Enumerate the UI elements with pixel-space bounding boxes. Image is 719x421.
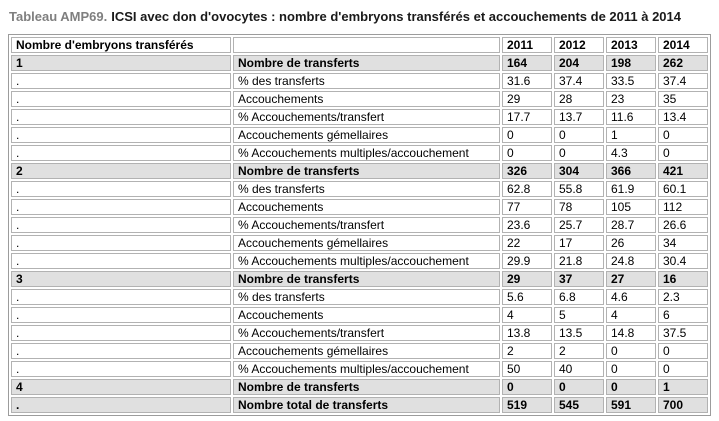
cell-value: 29 bbox=[502, 91, 552, 107]
cell-value: 37.5 bbox=[658, 325, 708, 341]
cell-value: 26.6 bbox=[658, 217, 708, 233]
table-row bbox=[11, 253, 708, 269]
cell-value: 0 bbox=[554, 127, 604, 143]
table-title-main: ICSI avec don d'ovocytes : nombre d'embryons transférés et accouchements de 2011 à 2014 bbox=[111, 9, 681, 24]
cell-value: 37 bbox=[554, 271, 604, 287]
table-title-prefix: Tableau AMP69. bbox=[9, 9, 108, 24]
cell-value: 164 bbox=[502, 55, 552, 71]
cell-value: 26 bbox=[606, 235, 656, 251]
cell-value: 4.3 bbox=[606, 145, 656, 161]
cell-value: 77 bbox=[502, 199, 552, 215]
cell-value: 14.8 bbox=[606, 325, 656, 341]
cell-value: 25.7 bbox=[554, 217, 604, 233]
cell-value: 40 bbox=[554, 361, 604, 377]
cell-group: . bbox=[11, 73, 231, 89]
cell-value: 6.8 bbox=[554, 289, 604, 305]
cell-value: 13.5 bbox=[554, 325, 604, 341]
table-row bbox=[11, 73, 708, 89]
header-year-2014: 2014 bbox=[658, 37, 708, 53]
cell-value: 0 bbox=[658, 361, 708, 377]
cell-value: 60.1 bbox=[658, 181, 708, 197]
cell-value: 28.7 bbox=[606, 217, 656, 233]
cell-group: 1 bbox=[11, 55, 231, 71]
cell-group: . bbox=[11, 181, 231, 197]
table-row bbox=[11, 289, 708, 305]
cell-value: 33.5 bbox=[606, 73, 656, 89]
cell-value: 105 bbox=[606, 199, 656, 215]
header-year-2013: 2013 bbox=[606, 37, 656, 53]
cell-value: 0 bbox=[554, 145, 604, 161]
cell-value: 50 bbox=[502, 361, 552, 377]
table-row bbox=[11, 379, 708, 395]
cell-value: 17 bbox=[554, 235, 604, 251]
cell-value: 5.6 bbox=[502, 289, 552, 305]
cell-value: 204 bbox=[554, 55, 604, 71]
cell-group: . bbox=[11, 217, 231, 233]
cell-value: 78 bbox=[554, 199, 604, 215]
table-row bbox=[11, 55, 708, 71]
cell-value: 17.7 bbox=[502, 109, 552, 125]
cell-value: 6 bbox=[658, 307, 708, 323]
table-row bbox=[11, 91, 708, 107]
cell-value: 1 bbox=[658, 379, 708, 395]
cell-group: 4 bbox=[11, 379, 231, 395]
cell-value: 27 bbox=[606, 271, 656, 287]
cell-value: 13.4 bbox=[658, 109, 708, 125]
table-row bbox=[11, 271, 708, 287]
cell-group: . bbox=[11, 397, 231, 413]
cell-value: 4 bbox=[502, 307, 552, 323]
cell-value: 61.9 bbox=[606, 181, 656, 197]
table-row bbox=[11, 127, 708, 143]
cell-value: 34 bbox=[658, 235, 708, 251]
cell-value: 0 bbox=[606, 361, 656, 377]
cell-group: . bbox=[11, 343, 231, 359]
cell-label: % Accouchements multiples/accouchement bbox=[233, 253, 500, 269]
cell-value: 1 bbox=[606, 127, 656, 143]
cell-value: 304 bbox=[554, 163, 604, 179]
cell-label: % Accouchements/transfert bbox=[233, 325, 500, 341]
cell-value: 31.6 bbox=[502, 73, 552, 89]
cell-group: . bbox=[11, 127, 231, 143]
cell-value: 262 bbox=[658, 55, 708, 71]
cell-value: 2.3 bbox=[658, 289, 708, 305]
cell-value: 198 bbox=[606, 55, 656, 71]
cell-label: % des transferts bbox=[233, 289, 500, 305]
table-row bbox=[11, 397, 708, 413]
cell-label: Accouchements bbox=[233, 91, 500, 107]
cell-value: 35 bbox=[658, 91, 708, 107]
cell-value: 5 bbox=[554, 307, 604, 323]
cell-label: Accouchements gémellaires bbox=[233, 127, 500, 143]
table-row bbox=[11, 307, 708, 323]
table-title bbox=[9, 9, 711, 24]
cell-label: Accouchements gémellaires bbox=[233, 343, 500, 359]
cell-value: 0 bbox=[554, 379, 604, 395]
cell-value: 421 bbox=[658, 163, 708, 179]
cell-group: . bbox=[11, 91, 231, 107]
cell-value: 366 bbox=[606, 163, 656, 179]
cell-label: Nombre de transferts bbox=[233, 163, 500, 179]
table-row bbox=[11, 343, 708, 359]
table-row bbox=[11, 217, 708, 233]
cell-value: 519 bbox=[502, 397, 552, 413]
cell-group: . bbox=[11, 109, 231, 125]
cell-value: 4 bbox=[606, 307, 656, 323]
cell-label: % Accouchements/transfert bbox=[233, 217, 500, 233]
cell-value: 0 bbox=[606, 343, 656, 359]
cell-group: . bbox=[11, 361, 231, 377]
cell-value: 37.4 bbox=[554, 73, 604, 89]
cell-value: 13.8 bbox=[502, 325, 552, 341]
cell-group: . bbox=[11, 199, 231, 215]
cell-value: 16 bbox=[658, 271, 708, 287]
table-row bbox=[11, 163, 708, 179]
cell-label: Nombre de transferts bbox=[233, 55, 500, 71]
cell-group: . bbox=[11, 235, 231, 251]
cell-label: % Accouchements/transfert bbox=[233, 109, 500, 125]
cell-value: 0 bbox=[658, 145, 708, 161]
cell-value: 700 bbox=[658, 397, 708, 413]
cell-value: 0 bbox=[502, 379, 552, 395]
cell-value: 55.8 bbox=[554, 181, 604, 197]
cell-label: Accouchements gémellaires bbox=[233, 235, 500, 251]
cell-label: Accouchements bbox=[233, 307, 500, 323]
cell-value: 0 bbox=[606, 379, 656, 395]
cell-value: 4.6 bbox=[606, 289, 656, 305]
cell-group: 3 bbox=[11, 271, 231, 287]
cell-value: 62.8 bbox=[502, 181, 552, 197]
header-empty-cell bbox=[233, 37, 500, 53]
cell-label: % des transferts bbox=[233, 73, 500, 89]
header-year-2011: 2011 bbox=[502, 37, 552, 53]
cell-value: 0 bbox=[658, 127, 708, 143]
table-row bbox=[11, 181, 708, 197]
header-embryos-count: Nombre d'embryons transférés bbox=[11, 37, 231, 53]
cell-label: % Accouchements multiples/accouchement bbox=[233, 361, 500, 377]
cell-value: 30.4 bbox=[658, 253, 708, 269]
cell-value: 13.7 bbox=[554, 109, 604, 125]
cell-value: 28 bbox=[554, 91, 604, 107]
table-row bbox=[11, 325, 708, 341]
cell-group: . bbox=[11, 307, 231, 323]
cell-group: . bbox=[11, 253, 231, 269]
cell-value: 23 bbox=[606, 91, 656, 107]
header-row bbox=[11, 37, 708, 53]
cell-label: Nombre de transferts bbox=[233, 271, 500, 287]
table-row bbox=[11, 235, 708, 251]
data-table bbox=[8, 34, 711, 416]
cell-value: 24.8 bbox=[606, 253, 656, 269]
cell-value: 112 bbox=[658, 199, 708, 215]
cell-value: 0 bbox=[658, 343, 708, 359]
table-row bbox=[11, 199, 708, 215]
cell-value: 591 bbox=[606, 397, 656, 413]
table-row bbox=[11, 145, 708, 161]
cell-label: Accouchements bbox=[233, 199, 500, 215]
cell-value: 2 bbox=[554, 343, 604, 359]
cell-label: % des transferts bbox=[233, 181, 500, 197]
cell-value: 2 bbox=[502, 343, 552, 359]
cell-group: . bbox=[11, 289, 231, 305]
cell-value: 11.6 bbox=[606, 109, 656, 125]
cell-value: 29 bbox=[502, 271, 552, 287]
cell-group: . bbox=[11, 145, 231, 161]
cell-group: 2 bbox=[11, 163, 231, 179]
cell-group: . bbox=[11, 325, 231, 341]
cell-value: 22 bbox=[502, 235, 552, 251]
cell-label: % Accouchements multiples/accouchement bbox=[233, 145, 500, 161]
table-row bbox=[11, 109, 708, 125]
cell-label: Nombre total de transferts bbox=[233, 397, 500, 413]
header-year-2012: 2012 bbox=[554, 37, 604, 53]
cell-value: 0 bbox=[502, 127, 552, 143]
table-body bbox=[11, 55, 708, 413]
cell-value: 29.9 bbox=[502, 253, 552, 269]
cell-value: 21.8 bbox=[554, 253, 604, 269]
table-row bbox=[11, 361, 708, 377]
cell-value: 545 bbox=[554, 397, 604, 413]
cell-value: 0 bbox=[502, 145, 552, 161]
cell-label: Nombre de transferts bbox=[233, 379, 500, 395]
cell-value: 37.4 bbox=[658, 73, 708, 89]
cell-value: 23.6 bbox=[502, 217, 552, 233]
cell-value: 326 bbox=[502, 163, 552, 179]
